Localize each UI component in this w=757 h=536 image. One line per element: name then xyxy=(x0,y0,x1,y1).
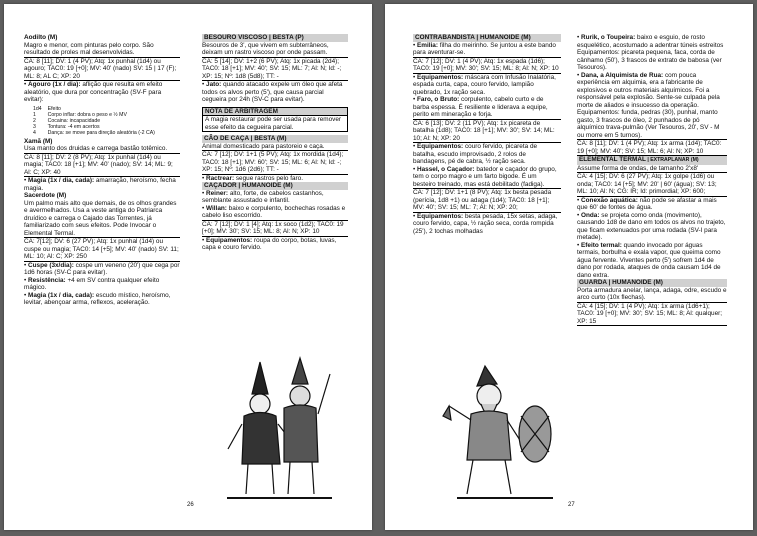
bullet-label: Resistência: xyxy=(28,276,66,284)
stat-block: CA: 8 [11]; DV: 1 (4 PV); Atq: 1x punhal (1d4) ou agouro; TAC0: 19 [+0]; MV: 40' (nado) SV: 15 | 17 (F); ML: 8; AL C; XP: 20 xyxy=(24,57,180,82)
bullet-label: Equipamentos: xyxy=(417,73,464,81)
description-text: Besouros de 3', que vivem em subterrâneos, deixam um rastro viscoso por onde passam. xyxy=(202,41,329,56)
description-text: Assume forma de ondas, de tamanho 2'x8' xyxy=(577,164,699,172)
section-header xyxy=(202,182,348,190)
bullet-label: Rurik, o Toupeira: xyxy=(581,34,636,41)
bullet-item xyxy=(202,190,348,205)
bullet-marker: • xyxy=(413,165,418,173)
stat-block: CA: 7[12]; DV: 6 (27 PV); Atq: 1x punhal (1d4) ou cuspe ou magia; TAC0: 14 [+5]; MV: 40' (nado) SV: 11; ML: 10; Al: C; XP: 250 xyxy=(24,238,179,260)
bullet-marker: • xyxy=(24,261,29,269)
section-header-title: GUARDA | HUMANOIDE (M) xyxy=(579,279,663,286)
bullet-label: Efeito termal: xyxy=(581,241,622,249)
bullet-marker: • xyxy=(413,73,418,81)
section-header xyxy=(577,156,727,165)
bullet-item xyxy=(413,213,561,236)
bullet-text: filha do meirinho. Se juntou a este bando para aventurar-se. xyxy=(413,41,556,56)
bullet-marker: • xyxy=(24,81,29,88)
bullet-text: não pode se afastar a mais que 60' de fontes de água. xyxy=(577,196,717,211)
bullet-text: amarração, heroísmo, fecha magia. xyxy=(24,177,176,192)
bullet-text: com pouca experiência em alquimia, era a fabricante de explosivos e outros materiais alquímicos. Foi a responsável pela explosão. Sente-se culpada pela morte de aliados e insucesso da operação. Equipamentos: funda, pedras (30), punhal, manto gasto, 3 frascos de óleo, 2 punhados de pó alquímico trava-pulmão (Ver Tesouros, 20', SV - M ou morre em 5 turnos). xyxy=(577,71,720,139)
bullet-item xyxy=(413,74,561,97)
bullet-marker: • xyxy=(413,143,418,150)
effect-table-cell: Corpo inflar: dobra o peso e ½ MV xyxy=(47,111,127,118)
bullet-label: Faro, o Bruto: xyxy=(417,96,460,103)
bullet-label: Hassel, o Caçador: xyxy=(417,165,475,173)
effect-table-cell: 3 xyxy=(33,123,36,130)
bullet-text: besta pesada, 15x setas, adaga, couro fervido, capa, ½ ração seca, corda rompida (25'), 2 tochas molhadas xyxy=(413,212,558,235)
bullet-marker: • xyxy=(202,236,207,244)
effect-table xyxy=(30,106,158,136)
bullet-item xyxy=(202,81,348,104)
effect-table-cell: 4 xyxy=(33,129,36,136)
left-column-1 xyxy=(24,34,180,307)
right-column-1 xyxy=(413,34,561,235)
bullet-item xyxy=(202,205,348,220)
bullet-label: Dana, a Alquimista de Rua: xyxy=(581,71,664,79)
bullet-text: segue rastros pelo faro. xyxy=(234,174,303,182)
bullet-text: baixo e corpulento, bochechas rosadas e cabelo liso escorrido. xyxy=(202,204,346,219)
section-title: Aodilto (M) xyxy=(24,34,58,41)
note-box-title: NOTA DE ARBITRAGEM xyxy=(203,108,347,117)
bullet-text: +4 em SV contra qualquer efeito mágico. xyxy=(24,276,160,291)
bullet-text: escudo místico, heroísmo, levitar, abençoar arma, reflexos, aceleração. xyxy=(24,291,171,306)
bullet-marker: • xyxy=(24,177,29,184)
bullet-item xyxy=(577,212,727,242)
bullet-marker: • xyxy=(577,71,582,79)
page-number: 26 xyxy=(187,502,194,508)
bullet-label: Onda: xyxy=(581,211,600,219)
bullet-text: corpulento, cabelo curto e de barba espessa. É resiliente e liderava a equipe, perito em mineração e forja. xyxy=(413,96,548,118)
bullet-text: batedor e caçador do grupo, tem o corpo magro e um farto bigode. É um besteiro treinado, mas está debilitado (fadiga). xyxy=(413,165,557,188)
bullet-marker: • xyxy=(413,41,418,49)
description-text: Usa manto dos druidas e carrega bastão totêmico. xyxy=(24,145,168,152)
bullet-text: quando invocado por águas termais, borbulha e exala vapor, que queima como água fervente. Viventes perto (5') sofrem 1d4 de dano por rodada, ataques de onda causam 1d4 de dano extra. xyxy=(577,241,721,279)
bullet-text: se projeta como onda (movimento), causando 1d8 de dano em todos os alvos no trajeto, que ficam extenuados por uma rodada (SV-I para metade). xyxy=(577,211,726,241)
description-text: Animal domesticado para pastoreio e caça. xyxy=(202,142,325,150)
effect-table-cell: Dança: se move para direção aleatória (-2 CA) xyxy=(47,129,155,136)
bullet-item xyxy=(577,34,727,72)
bullet-label: Willan: xyxy=(206,204,227,212)
bullet-item xyxy=(202,237,348,252)
effect-table-row xyxy=(30,130,158,136)
bullet-label: Conexão aquática: xyxy=(581,196,638,204)
hunters-illustration xyxy=(222,354,334,504)
section-header-title: ELEMENTAL TERMAL xyxy=(579,156,646,163)
bullet-label: Cuspe (3x/dia): xyxy=(28,261,74,269)
section-header-title: BESOURO VISCOSO | BESTA (P) xyxy=(204,34,304,41)
bullet-label: Agouro (1x / dia): xyxy=(28,81,81,88)
section-header-title: CÃO DE CAÇA | BESTA (M) xyxy=(204,135,287,142)
bullet-item xyxy=(24,277,180,292)
bullet-marker: • xyxy=(577,196,582,204)
bullet-label: Magia (1x / dia, cada): xyxy=(28,177,95,184)
description-text: Magro e menor, com pinturas pelo corpo. São resultado de proles mal desenvolvidas. xyxy=(24,41,154,56)
bullet-label: Magia (1x / dia, cada): xyxy=(28,291,95,299)
bullet-text: baixo e esguio, de rosto esquelético, acostumado a adentrar túneis estreitos Equipamentos: picareta pequena, faca, corda de cânhamo (50'), 3 frascos de extrato de babosa (ver Tesouros). xyxy=(577,34,724,71)
bullet-item xyxy=(577,242,727,280)
stat-block: CA: 7 [12]; DV: 1 [4]; Atq: 1x soco (1d2); TAC0: 19 [+0]; MV: 30'; SV: 15; ML: 8; Al: N; XP: 10 xyxy=(202,220,348,237)
bullet-marker: • xyxy=(202,189,207,197)
bullet-item xyxy=(413,166,561,189)
section-header xyxy=(577,279,727,287)
bullet-label: Emilia: xyxy=(417,41,438,49)
bullet-item xyxy=(24,262,180,277)
bullet-marker: • xyxy=(202,81,207,88)
section-header-title: CONTRABANDISTA | HUMANOIDE (M) xyxy=(415,34,531,41)
note-box-text: A magia restaurar pode ser usada para remover esse efeito da cegueira parcial. xyxy=(205,116,342,131)
bullet-label: Equipamentos: xyxy=(417,212,464,220)
bullet-text: máscara com Infusão Inalatória, espada curta, capa, couro fervido, lampião quebrado, 1x ração seca. xyxy=(413,73,556,96)
bullet-marker: • xyxy=(413,212,418,220)
page-number: 27 xyxy=(568,502,575,508)
bullet-marker: • xyxy=(413,96,418,103)
stat-block: CA: 7 [12]; DV: 1+1 (8 PV); Atq: 1x besta pesada (perícia, 1d8 +1) ou adaga (1d4); TAC0: 18 [+1]; MV: 40'; SV: 15; ML: 7; Al: N; XP: 20; xyxy=(413,188,561,213)
stat-block: CA: 4 [15]; DV: 1 (4 PV); Atq: 1x arma (1d6+1); TAC0: 19 [+0]; MV: 30'; SV: 15; ML: 8; Al: qualquer; XP: 15 xyxy=(577,302,727,327)
left-page xyxy=(4,4,372,530)
stat-block: CA: 7 [12]; DV: 1 (4 PV); Atq: 1x espada (1d6); TAC0: 19 [+0]; MV: 30'; SV: 15; ML: 8; Al: N; XP: 10 xyxy=(413,57,561,74)
section-header xyxy=(202,135,348,143)
right-column-2 xyxy=(577,34,727,326)
bullet-marker: • xyxy=(577,211,582,219)
stat-block: CA: 8 [11]; DV: 2 (8 PV); Atq: 1x punhal (1d4) ou magia; TAC0: 18 [+1]; MV: 40' (nado); SV: 14; ML: 9; Al: C; XP: 40 xyxy=(24,153,180,178)
bullet-item xyxy=(413,42,561,57)
bullet-item xyxy=(577,72,727,140)
bullet-item xyxy=(24,292,180,307)
bullet-text: aflição que resulta em efeito aleatório, que dura por concentração (SV-F para evitar): xyxy=(24,81,163,103)
section-header xyxy=(413,34,561,42)
stat-block: CA: 7 [12]; DV: 1+1 (5 PV); Atq: 1x mordida (1d4); TAC0: 18 [+1]; MV: 60'; SV: 15; ML: 6; Al: N; Id: -; XP: 15; Nº: 1d6 (2d6); TT: - xyxy=(202,150,348,175)
dwarf-illustration xyxy=(437,356,567,506)
bullet-item xyxy=(577,197,727,212)
stat-block: CA: 5 [14]; DV: 1+2 (6 PV); Atq: 1x picada (2d4); TAC0: 18 [+1]; MV: 40'; SV: 15; ML: 7; Al: N; Id: -; XP: 15; Nº: 1d8 (5d8); TT: - xyxy=(202,57,348,82)
bullet-item xyxy=(202,175,348,183)
bullet-label: Jato: xyxy=(206,81,222,88)
bullet-text: cospe um veneno (20') que cega por 1d6 horas (SV-C para evitar). xyxy=(24,261,180,276)
effect-table-cell: 1 xyxy=(33,111,36,118)
section-header xyxy=(202,34,348,42)
bullet-marker: • xyxy=(577,241,582,249)
effect-table-cell: Cocaina: incapacidade xyxy=(47,117,101,124)
stat-block: CA: 4 [15]; DV: 6 (27 PV); Atq: 1x golpe (1d6) ou onda; TAC0: 14 [+5]; MV: 20' | 60' (água); SV: 13; ML: 10; Al: N; CG: IR; Id: primordial; XP: 600; xyxy=(577,172,727,197)
bullet-label: Reiner: xyxy=(206,189,229,197)
stat-block: CA: 6 [13]; DV: 2 (11 PV); Atq: 1x picareta de batalha (1d8); TAC0: 18 [+1]; MV: 30'; SV: 14; ML: 10; Al: N; XP: 20 xyxy=(413,119,561,144)
bullet-label: Ractrear: xyxy=(206,174,235,182)
bullet-marker: • xyxy=(24,276,29,284)
section-title: Sacerdote (M) xyxy=(24,192,67,199)
description-text: Porta armadura anelar, lança, adaga, odre, escudo e arco curto (10x flechas). xyxy=(577,286,727,301)
section-header-title: CAÇADOR | HUMANOIDE (M) xyxy=(204,182,293,189)
section-header-subtitle: | EXTRAPLANAR (M) xyxy=(645,157,699,163)
effect-table-cell: Tontura: -4 em acertos xyxy=(47,123,100,130)
effect-table-cell: 2 xyxy=(33,117,36,124)
bullet-text: quando atacado expele um óleo que afeta todos os alvos perto (5'), que causa parcial cegueira por 24h (SV-C para evitar). xyxy=(202,81,343,103)
bullet-text: roupa do corpo, botas, luvas, capa e couro fervido. xyxy=(202,236,337,251)
bullet-marker: • xyxy=(202,204,207,212)
bullet-item xyxy=(24,81,180,104)
left-column-2 xyxy=(202,34,348,252)
stat-block: CA: 8 [11]; DV: 1 (4 PV); Atq: 1x arma (1d4); TAC0: 19 [+0]; MV: 40'; SV: 15; ML: 6; Al: N; XP: 10 xyxy=(577,139,727,156)
bullet-marker: • xyxy=(24,291,29,299)
bullet-marker: • xyxy=(577,34,582,41)
effect-table-cell: Efeito xyxy=(47,105,61,112)
bullet-item xyxy=(413,143,561,166)
description-text: Um palmo mais alto que demais, de os olhos grandes e avermelhados. Usa a veste antiga do Patriarca druídico e carrega o Cajado das Torrentes, já familiarizado com seus efeitos. Pode Invocar o Elemental Termal. xyxy=(24,199,177,237)
section-title: Xamã (M) xyxy=(24,137,53,145)
bullet-item xyxy=(413,96,561,119)
effect-table-cell: 1d4 xyxy=(33,105,42,112)
bullet-text: couro fervido, picareta de batalha, escudo improvisado, 2 rolos de bandagens, pé de cabra, ½ ração seca. xyxy=(413,143,538,165)
bullet-item xyxy=(24,177,180,192)
bullet-marker: • xyxy=(202,174,207,182)
right-page xyxy=(385,4,753,530)
bullet-label: Equipamentos: xyxy=(206,236,253,244)
note-box xyxy=(202,107,348,133)
bullet-text: alto, forte, de cabelos castanhos, semblante assustado e infantil. xyxy=(202,189,324,204)
bullet-label: Equipamentos: xyxy=(417,143,464,150)
